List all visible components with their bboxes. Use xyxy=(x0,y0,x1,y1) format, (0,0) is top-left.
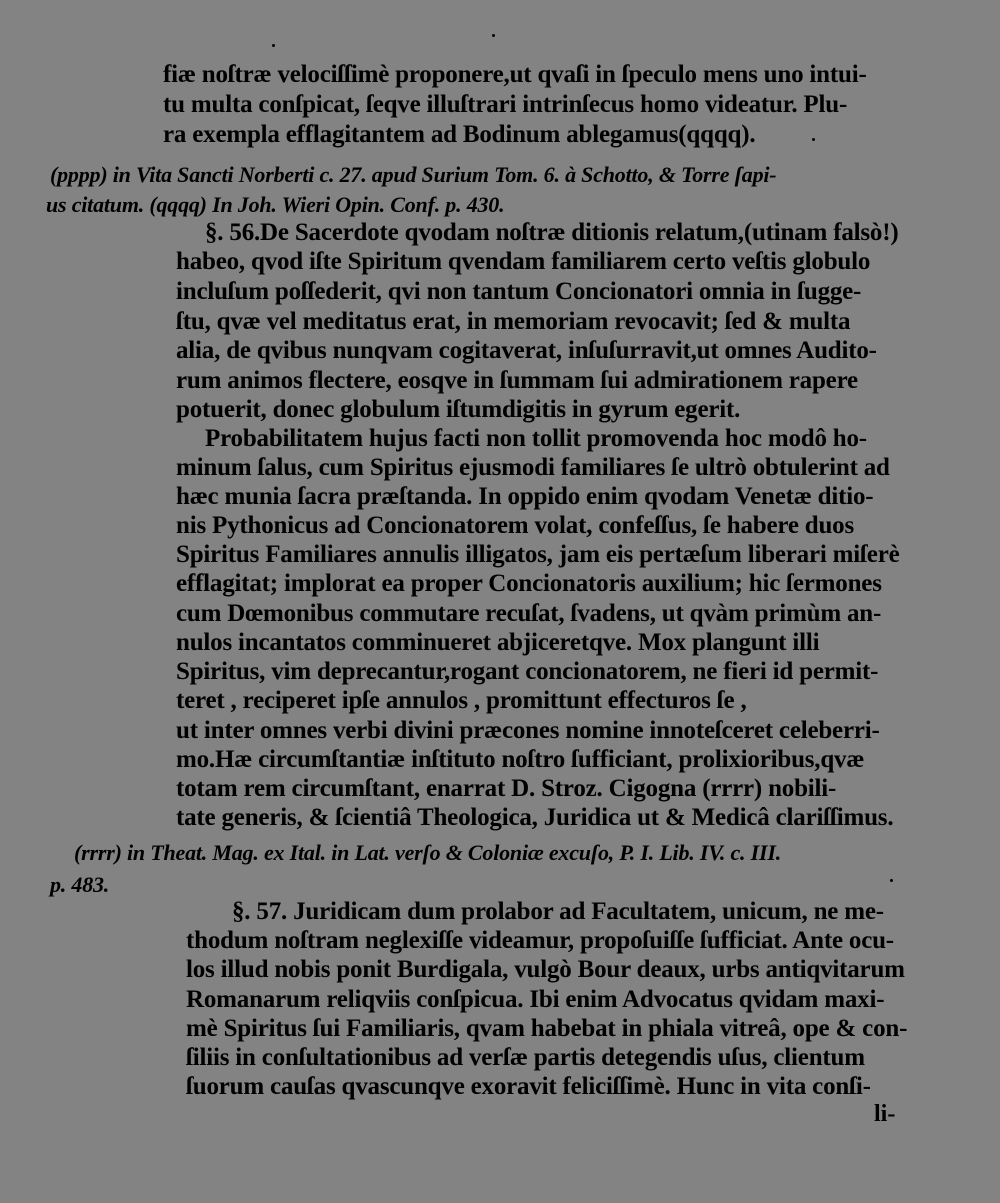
footnote-line: p. 483. xyxy=(50,872,110,897)
text-line: ſuorum cauſas qvascunqve exoravit feliciſſimè. Hunc in vita conſi- xyxy=(186,1073,871,1100)
text-line: potuerit, donec globulum iſtumdigitis in gyrum egerit. xyxy=(176,396,741,423)
text-line: Spiritus, vim deprecantur,rogant concionatorem, ne fieri id permit- xyxy=(176,658,879,685)
text-line: §. 56.De Sacerdote qvodam noſtræ ditionis relatum,(utinam falsò!) xyxy=(205,219,899,246)
text-line: ſtu, qvæ vel meditatus erat, in memoriam revocavit; ſed & multa xyxy=(176,308,851,335)
print-speck xyxy=(492,34,495,37)
footnote-line: (pppp) in Vita Sancti Norberti c. 27. apud Surium Tom. 6. à Schotto, & Torre ſapi- xyxy=(50,162,777,187)
text-line: tu multa conſpicat, ſeqve illuſtrari intrinſecus homo videatur. Plu- xyxy=(163,91,848,118)
text-line: los illud nobis ponit Burdigala, vulgò Bour deaux, urbs antiqvitarum xyxy=(186,956,905,983)
text-line: incluſum poſſederit, qvi non tantum Concionatori omnia in ſugge- xyxy=(176,278,862,305)
text-line: minum ſalus, cum Spiritus ejusmodi familiares ſe ultrò obtulerint ad xyxy=(176,454,890,481)
text-line: ut inter omnes verbi divini præcones nomine innoteſceret celeberri- xyxy=(176,717,880,744)
text-line: tate generis, & ſcientiâ Theologica, Juridica ut & Medicâ clariſſimus. xyxy=(176,804,894,831)
footnote-line: us citatum. (qqqq) In Joh. Wieri Opin. Conf. p. 430. xyxy=(46,192,505,217)
catchword: li- xyxy=(874,1101,896,1127)
text-line: thodum noſtram neglexiſſe videamur, propoſuiſſe ſufficiat. Ante ocu- xyxy=(186,927,894,954)
text-line: habeo, qvod iſte Spiritum qvendam familiarem certo veſtis globulo xyxy=(176,248,871,275)
print-speck xyxy=(272,44,275,47)
text-line: efflagitat; implorat ea proper Concionatoris auxilium; hic ſermones xyxy=(176,570,882,597)
text-line: rum animos flectere, eosqve in ſummam ſui admirationem rapere xyxy=(176,367,858,394)
text-line: alia, de qvibus nunqvam cogitaverat, inſuſurravit,ut omnes Audito- xyxy=(176,337,877,364)
text-line: ra exempla efflagitantem ad Bodinum ablegamus(qqqq). xyxy=(163,121,756,148)
text-line: nis Pythonicus ad Concionatorem volat, confeſſus, ſe habere duos xyxy=(176,512,854,539)
print-speck xyxy=(812,138,815,141)
text-line: ſiliis in conſultationibus ad verſæ partis detegendis uſus, clientum xyxy=(186,1044,865,1071)
text-line: cum Dœmonibus commutare recuſat, ſvadens, ut qvàm primùm an- xyxy=(176,600,882,627)
print-speck xyxy=(890,879,893,882)
text-line: hæc munia ſacra præſtanda. In oppido enim qvodam Venetæ ditio- xyxy=(176,483,874,510)
text-line: teret , reciperet ipſe annulos , promittunt effecturos ſe , xyxy=(176,687,747,714)
text-line: mo.Hæ circumſtantiæ inſtituto noſtro ſufficiant, prolixioribus,qvæ xyxy=(176,746,865,773)
text-line: Romanarum reliqviis conſpicua. Ibi enim Advocatus qvidam maxi- xyxy=(186,986,885,1013)
text-line: Probabilitatem hujus facti non tollit promovenda hoc modô ho- xyxy=(205,425,867,452)
text-line: Spiritus Familiares annulis illigatos, jam eis pertæſum liberari miſerè xyxy=(176,541,900,568)
text-line: nulos incantatos comminueret abjiceretqve. Mox plangunt illi xyxy=(176,629,820,656)
footnote-line: (rrrr) in Theat. Mag. ex Ital. in Lat. verſo & Coloniæ excuſo, P. I. Lib. IV. c. III. xyxy=(74,840,782,865)
text-line: totam rem circumſtant, enarrat D. Stroz. Cigogna (rrrr) nobili- xyxy=(176,775,837,802)
text-line: fiæ noſtræ velociſſimè proponere,ut qvaſi in ſpeculo mens uno intui- xyxy=(163,61,867,88)
text-line: §. 57. Juridicam dum prolabor ad Facultatem, unicum, ne me- xyxy=(232,898,884,925)
text-line: mè Spiritus ſui Familiaris, qvam habebat in phiala vitreâ, ope & con- xyxy=(186,1015,908,1042)
